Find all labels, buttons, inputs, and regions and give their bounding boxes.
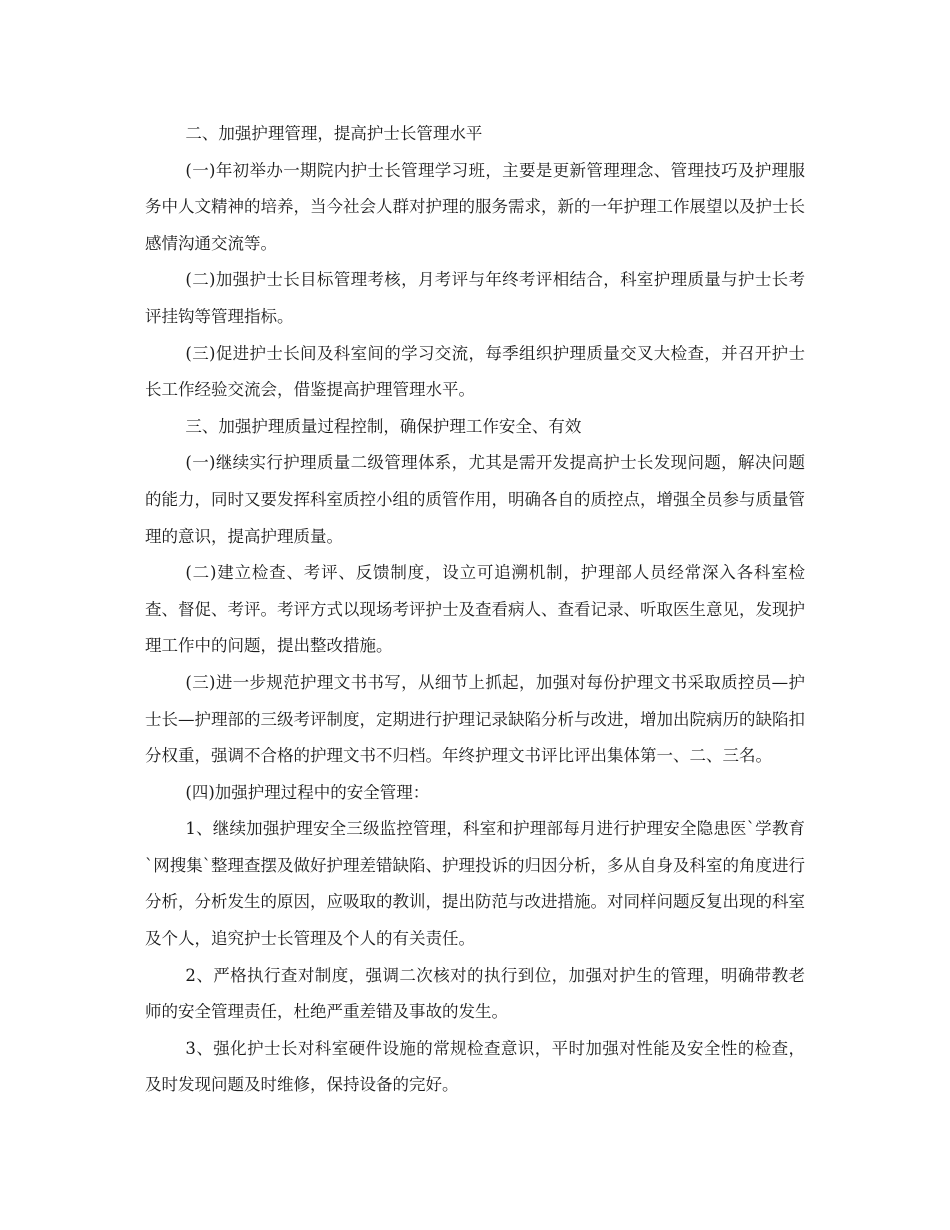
subsection-heading: (四)加强护理过程中的安全管理： — [185, 782, 430, 802]
section-heading-2: 二、加强护理管理，提高护士长管理水平 — [185, 124, 483, 143]
paragraph: 2、严格执行查对制度，强调二次核对的执行到位，加强对护生的管理，明确带教老师的安全管理责任，杜绝严重差错及事故的发生。 — [145, 965, 805, 1022]
paragraph: (二)建立检查、考评、反馈制度，设立可追溯机制，护理部人员经常深入各科室检查、督促、考评。考评方式以现场考评护士及查看病人、查看记录、听取医生意见，发现护理工作中的问题，提出整改措施。 — [145, 563, 805, 656]
paragraph: 1、继续加强护理安全三级监控管理，科室和护理部每月进行护理安全隐患医`学教育`网搜集`整理查摆及做好护理差错缺陷、护理投诉的归因分析，多从自身及科室的角度进行分析，分析发生的原因，应吸取的教训，提出防范与改进措施。对同样问题反复出现的科室及个人，追究护士长管理及个人的有关责任。 — [145, 819, 805, 949]
paragraph: (一)年初举办一期院内护士长管理学习班，主要是更新管理理念、管理技巧及护理服务中人文精神的培养，当今社会人群对护理的服务需求，新的一年护理工作展望以及护士长感情沟通交流等。 — [145, 160, 805, 253]
document-body — [145, 116, 805, 1104]
paragraph: 3、强化护士长对科室硬件设施的常规检查意识，平时加强对性能及安全性的检查，及时发现问题及时维修，保持设备的完好。 — [145, 1038, 805, 1095]
paragraph: (二)加强护士长目标管理考核，月考评与年终考评相结合，科室护理质量与护士长考评挂钩等管理指标。 — [145, 270, 805, 326]
paragraph: (三)促进护士长间及科室间的学习交流，每季组织护理质量交叉大检查，并召开护士长工作经验交流会，借鉴提高护理管理水平。 — [145, 343, 805, 400]
section-heading-3: 三、加强护理质量过程控制，确保护理工作安全、有效 — [185, 416, 582, 436]
paragraph: (一)继续实行护理质量二级管理体系，尤其是需开发提高护士长发现问题，解决问题的能力，同时又要发挥科室质控小组的质管作用，明确各自的质控点，增强全员参与质量管理的意识，提高护理质量。 — [145, 453, 805, 546]
paragraph: (三)进一步规范护理文书书写，从细节上抓起，加强对每份护理文书采取质控员—护士长—护理部的三级考评制度，定期进行护理记录缺陷分析与改进，增加出院病历的缺陷扣分权重，强调不合格的护理文书不归档。年终护理文书评比评出集体第一、二、三名。 — [145, 672, 805, 766]
